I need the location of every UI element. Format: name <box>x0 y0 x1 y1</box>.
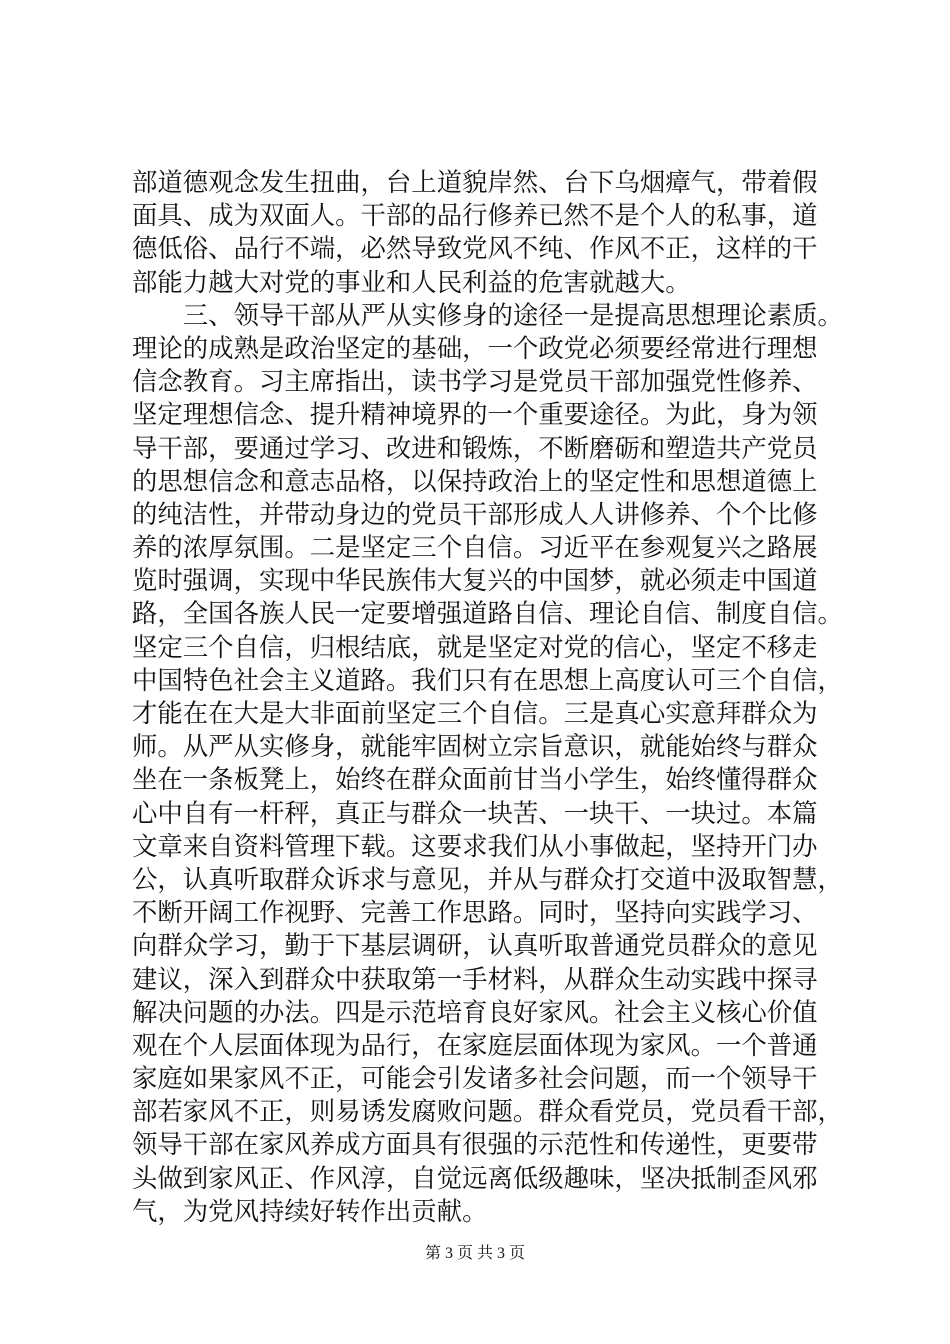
text-line: 养的浓厚氛围。二是坚定三个自信。习近平在参观复兴之路展 <box>132 532 818 563</box>
text-line: 领导干部在家风养成方面具有很强的示范性和传递性，更要带 <box>132 1129 818 1160</box>
text-line: 观在个人层面体现为品行，在家庭层面体现为家风。一个普通 <box>132 1029 818 1060</box>
text-line: 坚定理想信念、提升精神境界的一个重要途径。为此，身为领 <box>132 399 818 430</box>
body-text <box>132 166 852 1228</box>
text-line: 部若家风不正，则易诱发腐败问题。群众看党员，党员看干部， <box>132 1096 843 1127</box>
text-line: 导干部，要通过学习、改进和锻炼，不断磨砺和塑造共产党员 <box>132 432 818 463</box>
text-line: 部能力越大对党的事业和人民利益的危害就越大。 <box>132 266 691 297</box>
text-line: 坚定三个自信，归根结底，就是坚定对党的信心，坚定不移走 <box>132 631 818 662</box>
text-line: 心中自有一杆秤，真正与群众一块苦、一块干、一块过。本篇 <box>132 797 818 828</box>
text-line: 文章来自资料管理下载。这要求我们从小事做起，坚持开门办 <box>132 830 818 861</box>
text-line: 才能在在大是大非面前坚定三个自信。三是真心实意拜群众为 <box>132 698 818 728</box>
text-line: 建议，深入到群众中获取第一手材料，从群众生动实践中探寻 <box>132 963 818 994</box>
text-line: 中国特色社会主义道路。我们只有在思想上高度认可三个自信， <box>132 664 843 695</box>
text-line: 部道德观念发生扭曲，台上道貌岸然、台下乌烟瘴气，带着假 <box>132 167 818 197</box>
text-line: 的纯洁性，并带动身边的党员干部形成人人讲修养、个个比修 <box>132 498 818 529</box>
text-line: 的思想信念和意志品格，以保持政治上的坚定性和思想道德上 <box>132 465 818 496</box>
text-line: 头做到家风正、作风淳，自觉远离低级趣味，坚决抵制歪风邪 <box>132 1162 818 1193</box>
text-line: 面具、成为双面人。干部的品行修养已然不是个人的私事，道 <box>132 200 818 231</box>
text-line: 览时强调，实现中华民族伟大复兴的中国梦，就必须走中国道 <box>132 565 818 596</box>
text-line: 向群众学习，勤于下基层调研，认真听取普通党员群众的意见 <box>132 930 818 961</box>
text-line: 师。从严从实修身，就能牢固树立宗旨意识，就能始终与群众 <box>132 731 818 762</box>
text-line: 气，为党风持续好转作出贡献。 <box>132 1195 488 1226</box>
text-line: 信念教育。习主席指出，读书学习是党员干部加强党性修养、 <box>132 366 818 397</box>
text-line: 解决问题的办法。四是示范培育良好家风。社会主义核心价值 <box>132 996 818 1027</box>
text-line: 家庭如果家风不正，可能会引发诸多社会问题，而一个领导干 <box>132 1063 818 1094</box>
text-line: 理论的成熟是政治坚定的基础，一个政党必须要经常进行理想 <box>132 332 818 363</box>
text-line: 坐在一条板凳上，始终在群众面前甘当小学生，始终懂得群众 <box>132 764 818 795</box>
text-line: 不断开阔工作视野、完善工作思路。同时，坚持向实践学习、 <box>132 897 818 928</box>
text-line: 德低俗、品行不端，必然导致党风不纯、作风不正，这样的干 <box>132 233 818 264</box>
text-line: 三、领导干部从严从实修身的途径一是提高思想理论素质。 <box>132 299 843 330</box>
page-footer: 第 3 页 共 3 页 <box>424 1245 525 1262</box>
text-line: 路，全国各族人民一定要增强道路自信、理论自信、制度自信。 <box>132 598 843 629</box>
text-line: 公，认真听取群众诉求与意见，并从与群众打交道中汲取智慧， <box>132 863 843 894</box>
